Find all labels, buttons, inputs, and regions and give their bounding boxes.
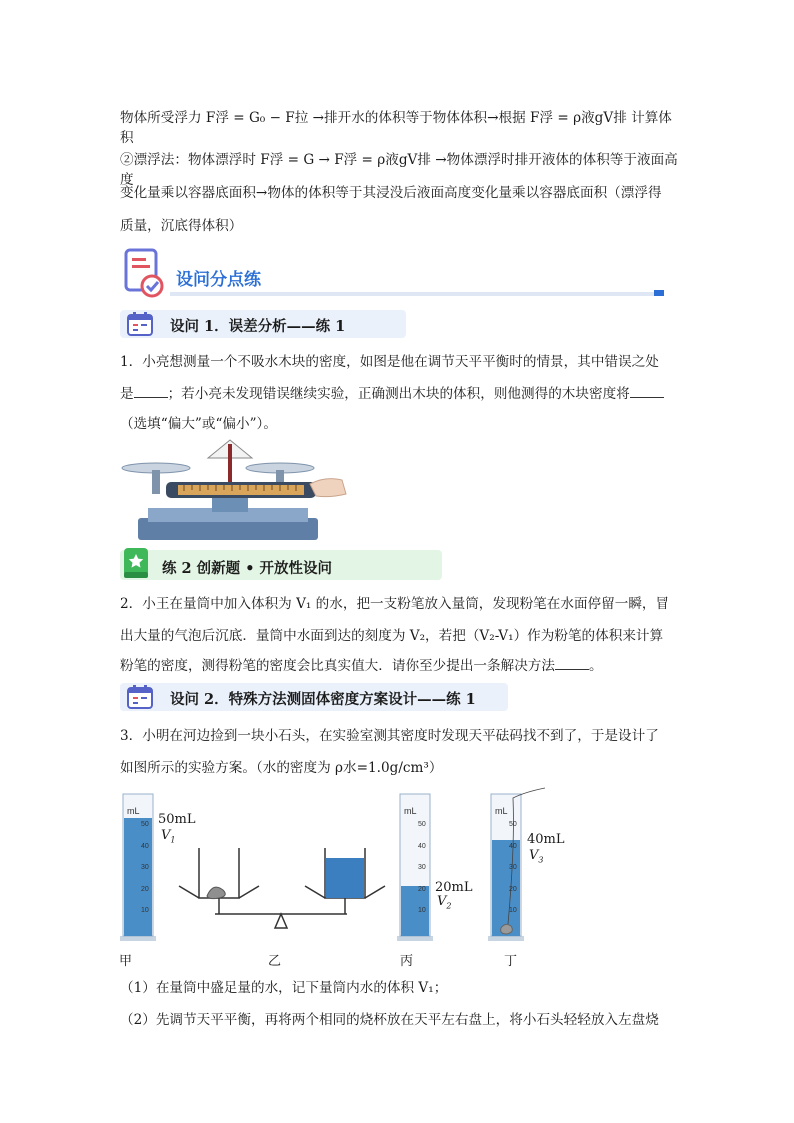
bing-reading: 20mL <box>435 880 473 895</box>
balance-scale-image <box>120 438 350 544</box>
intro-line-3: 变化量乘以容器底面积→物体的体积等于其浸没后液面高度变化量乘以容器底面积（漂浮得 <box>120 185 662 201</box>
intro-line-1: 物体所受浮力 F浮 = G₀ − F拉 →排开水的体积等于物体体积→根据 F浮 = ρ液gV排 计算体积 <box>120 110 672 146</box>
ding-reading: 40mL <box>527 832 565 847</box>
svg-text:mL: mL <box>127 806 140 816</box>
svg-text:mL: mL <box>404 806 417 816</box>
q2-answer-blank[interactable] <box>555 657 589 670</box>
svg-text:mL: mL <box>495 806 508 816</box>
section-underline-accent <box>654 290 664 296</box>
step-2: （2）先调节天平平衡，再将两个相同的烧杯放在天平左右盘上，将小石头轻轻放入左盘烧 <box>120 1012 659 1028</box>
intro-line-4: 质量，沉底得体积） <box>120 218 243 234</box>
figure-label-ding: 丁 <box>504 954 518 969</box>
figure-label-jia: 甲 <box>119 954 133 969</box>
bing-var: $V_2$ <box>437 894 452 911</box>
section-underline <box>170 292 654 296</box>
jia-reading: 50mL <box>158 812 196 827</box>
q1-band-label: 设问 1．误差分析——练 1 <box>170 318 346 335</box>
cylinder-jia <box>120 794 156 941</box>
q3-band-label: 设问 2．特殊方法测固体密度方案设计——练 1 <box>170 691 476 708</box>
cylinder-jia-ticks: 50 40 30 20 10 <box>141 821 149 914</box>
calendar-icon <box>126 684 154 710</box>
q2-line-3: 粉笔的密度，测得粉笔的密度会比真实值大．请你至少提出一条解决方法 。 <box>120 658 603 674</box>
practice2-band-label: 练 2 创新题 • 开放性设问 <box>162 560 333 577</box>
q3-line-1: 3．小明在河边捡到一块小石头，在实验室测其密度时发现天平砝码找不到了，于是设计了 <box>120 728 659 744</box>
jia-var: $V_1$ <box>161 828 176 845</box>
ding-var: $V_3$ <box>529 848 544 865</box>
intro-line-2: ②漂浮法：物体漂浮时 F浮 = G → F浮 = ρ液gV排 →物体漂浮时排开液体的体积等于液面高度 <box>120 152 678 188</box>
figure-label-bing: 丙 <box>400 954 414 969</box>
star-book-icon <box>122 546 152 580</box>
q1-answer-blank-2[interactable] <box>630 385 664 398</box>
figure-label-yi: 乙 <box>268 954 282 969</box>
q1-line-1: 1．小亮想测量一个不吸水木块的密度，如图是他在调节天平平衡时的情景，其中错误之处 <box>120 354 659 370</box>
q2-line-2: 出大量的气泡后沉底．量筒中水面到达的刻度为 V₂，若把（V₂-V₁）作为粉笔的体积来计算 <box>120 628 664 644</box>
cylinder-bing-ticks: 50 40 30 20 10 <box>418 821 426 914</box>
balance-yi <box>179 848 385 928</box>
experiment-figure <box>115 786 565 946</box>
section-title: 设问分点练 <box>176 270 261 290</box>
cylinder-ding-ticks: 50 40 30 20 10 <box>509 821 517 914</box>
q1-line-3: （选填“偏大”或“偏小”）。 <box>120 416 277 432</box>
q1-line-2: 是 ；若小亮未发现错误继续实验，正确测出木块的体积，则他测得的木块密度将 <box>120 384 680 404</box>
calendar-icon <box>126 311 154 337</box>
step-1: （1）在量筒中盛足量的水，记下量筒内水的体积 V₁； <box>120 980 448 996</box>
cylinder-bing <box>397 794 433 941</box>
q3-line-2: 如图所示的实验方案。（水的密度为 ρ水=1.0g/cm³） <box>120 760 443 776</box>
checklist-icon <box>122 248 166 298</box>
q1-answer-blank-1[interactable] <box>134 385 168 398</box>
q2-line-1: 2．小王在量筒中加入体积为 V₁ 的水，把一支粉笔放入量筒，发现粉笔在水面停留一瞬，冒 <box>120 596 670 612</box>
